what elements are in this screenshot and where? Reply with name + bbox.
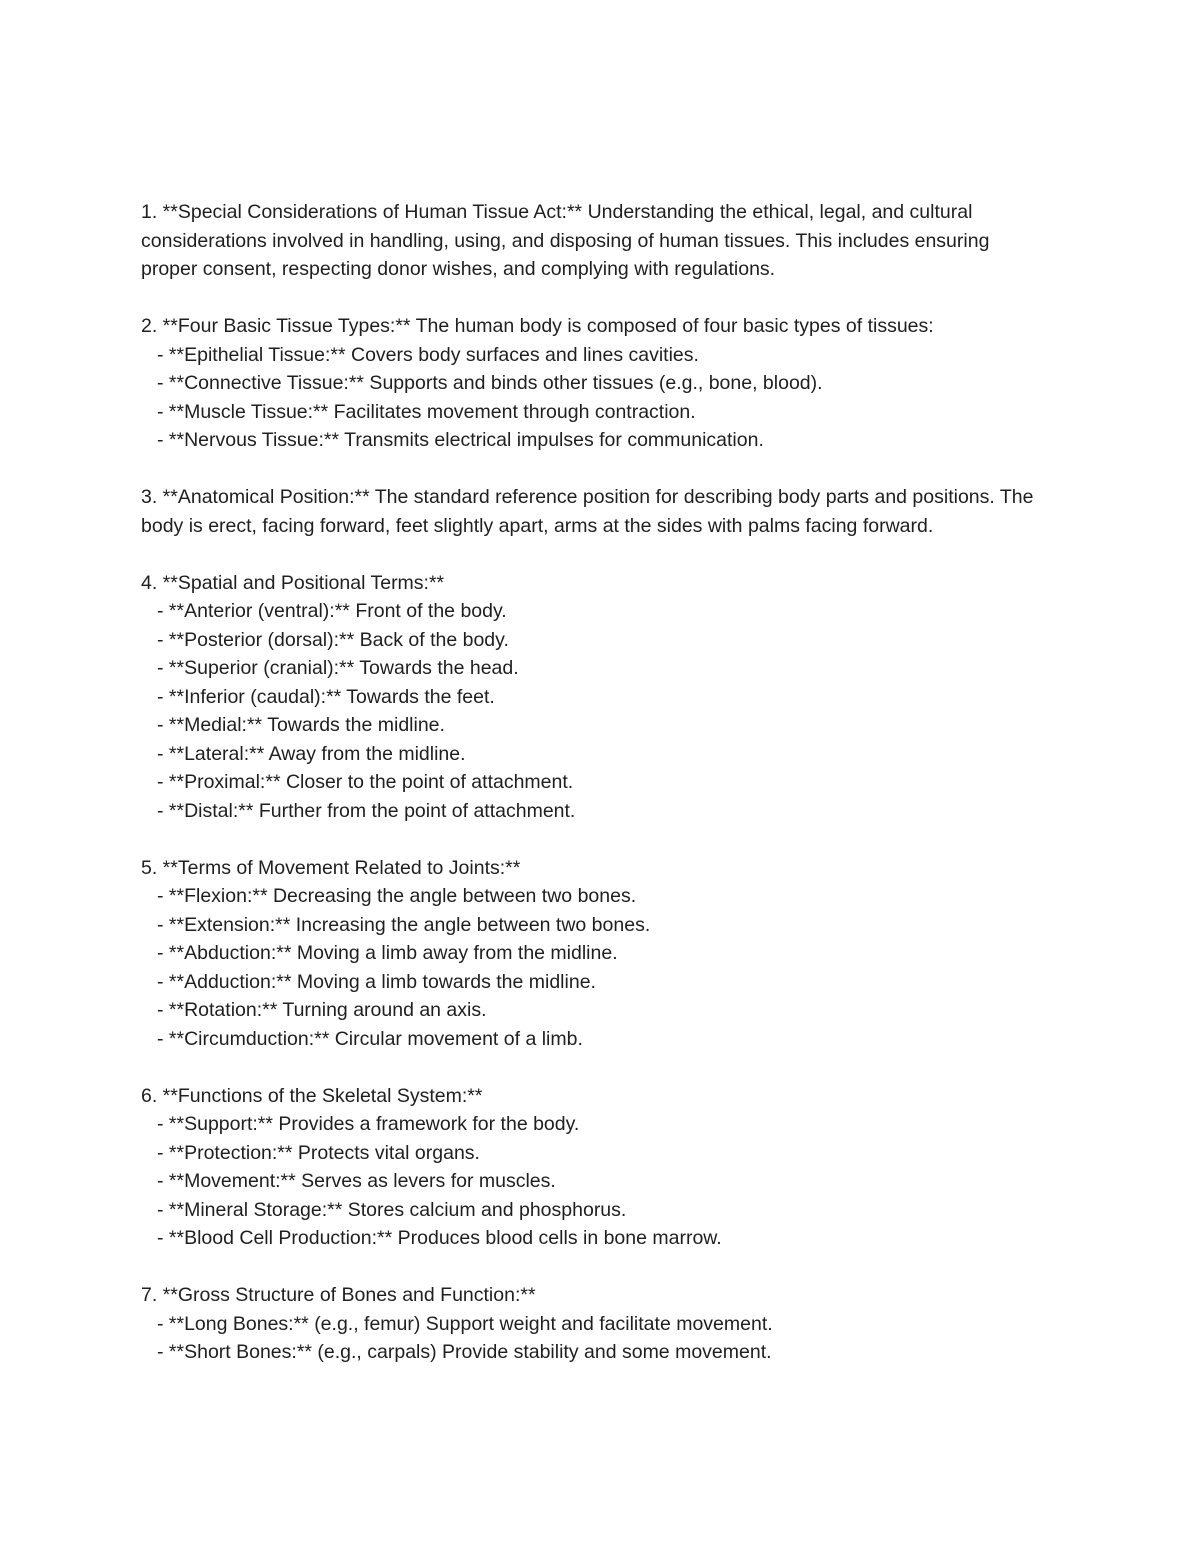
bullet-item: - **Anterior (ventral):** Front of the body. <box>157 600 507 622</box>
section-paragraph: 1. **Special Considerations of Human Tissue Act:** Understanding the ethical, legal, and cultural considerations involved in handling, using, and disposing of human tissues. This includes ensuring proper consent, respecting donor wishes, and complying with regulations. <box>141 201 990 280</box>
bullet-item: - **Long Bones:** (e.g., femur) Support weight and facilitate movement. <box>157 1312 773 1335</box>
bullet-item: - **Distal:** Further from the point of attachment. <box>157 799 576 822</box>
bullet-item: - **Nervous Tissue:** Transmits electrical impulses for communication. <box>157 429 764 451</box>
bullet-item: - **Support:** Provides a framework for the body. <box>157 1113 580 1135</box>
section-paragraph: 4. **Spatial and Positional Terms:** <box>141 571 445 594</box>
bullet-item: - **Blood Cell Production:** Produces blood cells in bone marrow. <box>157 1227 722 1249</box>
section-4 <box>141 569 1041 826</box>
section-paragraph: 6. **Functions of the Skeletal System:** <box>141 1084 483 1107</box>
bullet-item: - **Inferior (caudal):** Towards the feet. <box>157 685 495 708</box>
section-2 <box>141 312 1041 455</box>
section-3 <box>141 483 1041 540</box>
bullet-item: - **Mineral Storage:** Stores calcium and phosphorus. <box>157 1198 627 1221</box>
bullet-item: - **Superior (cranial):** Towards the head. <box>157 657 519 679</box>
bullet-item: - **Extension:** Increasing the angle between two bones. <box>157 913 651 936</box>
section-paragraph: 3. **Anatomical Position:** The standard reference position for describing body parts and positions. The body is erect, facing forward, feet slightly apart, arms at the sides with palms facing forward. <box>141 486 1034 537</box>
section-6 <box>141 1082 1041 1253</box>
section-paragraph: 2. **Four Basic Tissue Types:** The human body is composed of four basic types of tissues: <box>141 315 934 337</box>
bullet-item: - **Movement:** Serves as levers for muscles. <box>157 1170 556 1192</box>
bullet-item: - **Flexion:** Decreasing the angle between two bones. <box>157 885 637 907</box>
bullet-item: - **Proximal:** Closer to the point of attachment. <box>157 771 574 793</box>
section-7 <box>141 1281 1041 1367</box>
section-5 <box>141 854 1041 1054</box>
section-paragraph: 7. **Gross Structure of Bones and Function:** <box>141 1284 536 1306</box>
bullet-item: - **Muscle Tissue:** Facilitates movement through contraction. <box>157 400 696 423</box>
document-body <box>141 198 1041 1395</box>
bullet-item: - **Connective Tissue:** Supports and binds other tissues (e.g., bone, blood). <box>157 372 823 394</box>
section-paragraph: 5. **Terms of Movement Related to Joints:** <box>141 856 521 879</box>
bullet-item: - **Circumduction:** Circular movement of a limb. <box>157 1027 583 1050</box>
section-1 <box>141 198 1041 284</box>
bullet-item: - **Rotation:** Turning around an axis. <box>157 999 487 1021</box>
bullet-item: - **Lateral:** Away from the midline. <box>157 742 466 765</box>
bullet-item: - **Protection:** Protects vital organs. <box>157 1141 480 1164</box>
bullet-item: - **Adduction:** Moving a limb towards the midline. <box>157 970 596 993</box>
bullet-item: - **Epithelial Tissue:** Covers body surfaces and lines cavities. <box>157 343 699 366</box>
bullet-item: - **Abduction:** Moving a limb away from the midline. <box>157 942 618 964</box>
bullet-item: - **Medial:** Towards the midline. <box>157 714 445 736</box>
bullet-item: - **Short Bones:** (e.g., carpals) Provide stability and some movement. <box>157 1341 772 1363</box>
bullet-item: - **Posterior (dorsal):** Back of the body. <box>157 628 509 651</box>
